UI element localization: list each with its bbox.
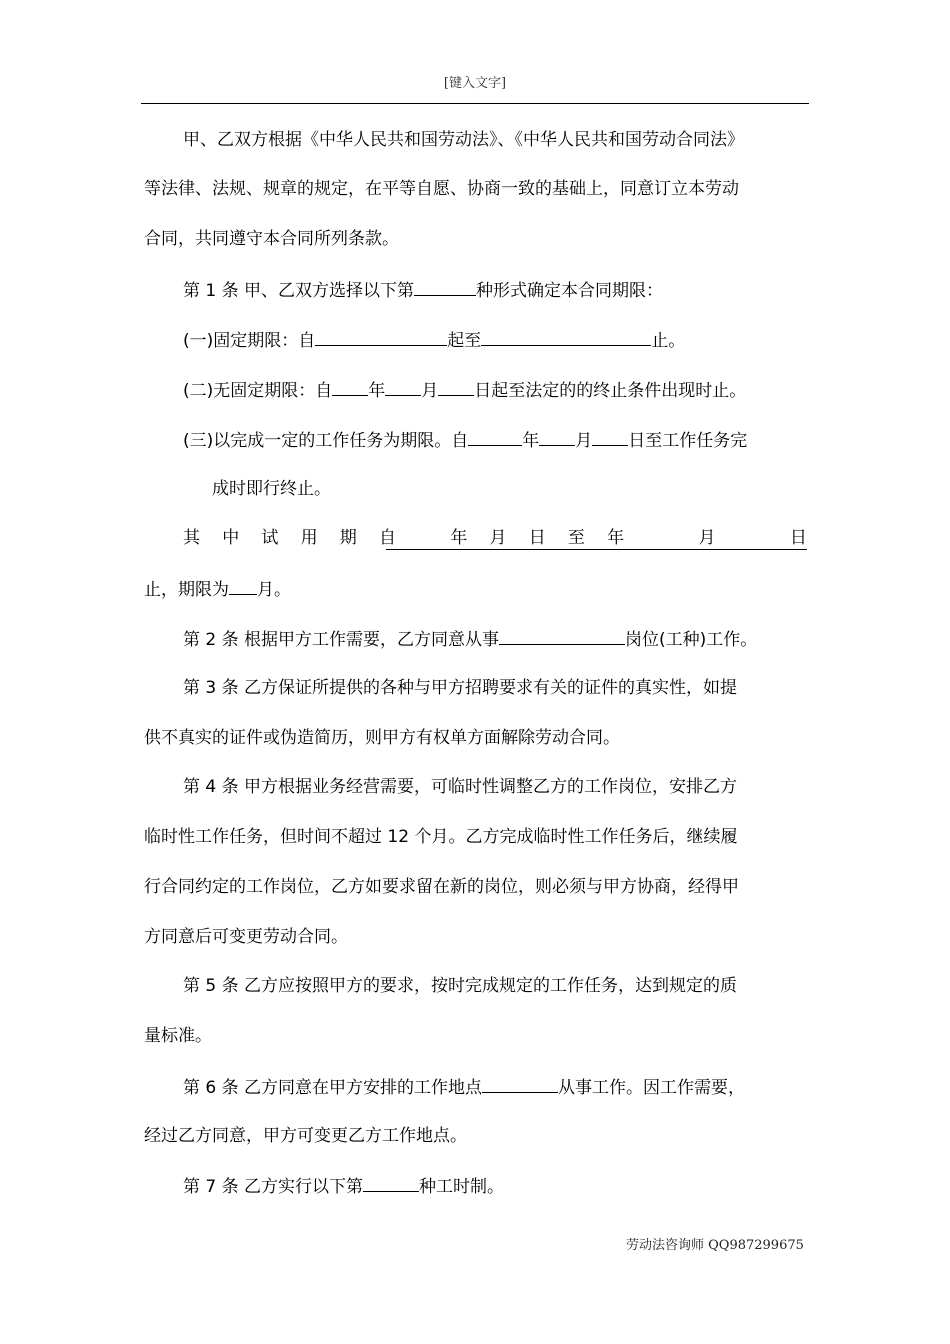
- page-footer: 劳动法咨询师 QQ987299675: [626, 1238, 804, 1253]
- option-open-term: (二)无固定期限：自 年 月 日起至法定的的终止条件出现时止。: [183, 377, 746, 403]
- working-hours-blank[interactable]: [363, 1173, 419, 1192]
- preamble-line-1: 甲、乙双方根据《中华人民共和国劳动法》、《中华人民共和国劳动合同法》: [183, 130, 744, 150]
- article-5-line-2: 量标准。: [144, 1026, 212, 1046]
- article-3-line-2: 供不真实的证件或伪造简历，则甲方有权单方面解除劳动合同。: [144, 728, 620, 748]
- article-3-line-1: 第 3 条 乙方保证所提供的各种与甲方招聘要求有关的证件的真实性，如提: [183, 678, 738, 698]
- article-2: 第 2 条 根据甲方工作需要，乙方同意从事 岗位(工种)工作。: [183, 626, 757, 652]
- article-5-line-1: 第 5 条 乙方应按照甲方的要求，按时完成规定的工作任务，达到规定的质: [183, 976, 738, 996]
- probation-months-blank[interactable]: [229, 576, 257, 595]
- header-divider: [141, 103, 809, 104]
- page-header: [键入文字]: [443, 76, 507, 91]
- open-day-blank[interactable]: [438, 377, 474, 396]
- open-year-blank[interactable]: [332, 377, 368, 396]
- workplace-blank[interactable]: [482, 1074, 558, 1093]
- preamble-line-2: 等法律、法规、规章的规定，在平等自愿、协商一致的基础上，同意订立本劳动: [144, 179, 739, 199]
- option-fixed-term: (一)固定期限：自 起至 止。: [183, 327, 685, 353]
- fixed-end-blank[interactable]: [481, 327, 651, 346]
- article-7: 第 7 条 乙方实行以下第 种工时制。: [183, 1173, 504, 1199]
- article-4-line-2: 临时性工作任务，但时间不超过 12 个月。乙方完成临时性工作任务后，继续履: [144, 827, 738, 847]
- task-month-blank[interactable]: [539, 427, 575, 446]
- article-4-line-1: 第 4 条 甲方根据业务经营需要，可临时性调整乙方的工作岗位，安排乙方: [183, 777, 738, 797]
- article-6-line-2: 经过乙方同意，甲方可变更乙方工作地点。: [144, 1126, 467, 1146]
- form-choice-blank[interactable]: [414, 277, 476, 296]
- task-year-blank[interactable]: [468, 427, 522, 446]
- article-6-line-1: 第 6 条 乙方同意在甲方安排的工作地点 从事工作。因工作需要，: [183, 1074, 745, 1100]
- article-4-line-3: 行合同约定的工作岗位，乙方如要求留在新的岗位，则必须与甲方协商，经得甲: [144, 877, 739, 897]
- open-month-blank[interactable]: [385, 377, 421, 396]
- task-day-blank[interactable]: [592, 427, 628, 446]
- preamble-line-3: 合同，共同遵守本合同所列条款。: [144, 229, 399, 249]
- probation-dates-blank[interactable]: [386, 549, 807, 550]
- option-task-term-cont: 成时即行终止。: [212, 479, 331, 499]
- probation-duration-line: 止，期限为 月。: [144, 576, 291, 602]
- option-task-term: (三)以完成一定的工作任务为期限。自 年 月 日至工作任务完: [183, 427, 747, 453]
- article-1-heading: 第 1 条 甲、乙双方选择以下第 种形式确定本合同期限：: [183, 277, 663, 303]
- probation-period-line: 其 中 试 用 期 自 年 月 日 至 年 月 日: [183, 528, 807, 548]
- article-4-line-4: 方同意后可变更劳动合同。: [144, 927, 348, 947]
- fixed-start-blank[interactable]: [315, 327, 447, 346]
- position-blank[interactable]: [499, 626, 625, 645]
